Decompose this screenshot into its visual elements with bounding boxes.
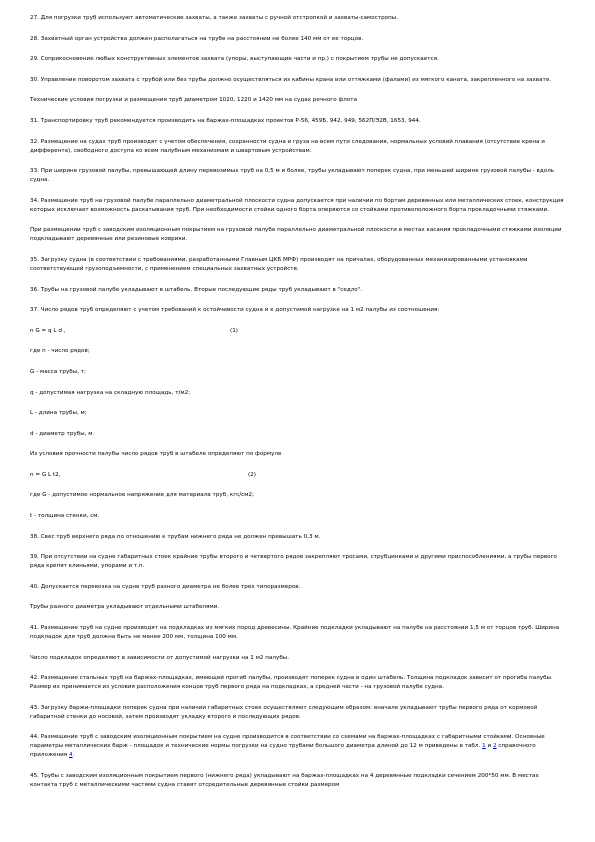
paragraph-34-note: При размещении труб с заводским изоляционным покрытием на грузовой палубе параллельно диаметральной плоскости в местах касания прокладочными стяжками изоляции подкладывают деревянные или резиновые коврики.: [30, 227, 562, 243]
formula-2-intro: Из условия прочности палубы число рядов труб в штабеле определяют по формуле: [30, 451, 282, 458]
definition-n: где n - число рядов;: [30, 348, 90, 355]
table-1-link[interactable]: 1: [482, 743, 486, 750]
paragraph-34: 34. Размещение труб на грузовой палубе параллельно диаметральной плоскости судна допускается при наличии по бортам деревянных или металлических стоек, конструкция которых исключает возможность раскатывания труб. При необходимости стойки одного борта оперяются со стойками противоположного борта прокладочными стяжками.: [30, 197, 564, 213]
paragraph-36: 36. Трубы на грузовой палубе укладывают в штабель. Вторые последующие ряды труб укладывают в "седло".: [30, 286, 363, 293]
paragraph-29: 29. Соприкосновение любых конструктивных элементов захвата (упоры, выступающие части и пр.) с покрытием трубы не допускается.: [30, 56, 439, 63]
paragraph-27: 27. Для погрузки труб используют автоматические захваты, а также захваты с ручной отстропкой и захваты-самостропы.: [30, 15, 399, 21]
paragraph-44-text: 44. Размещение труб с заводским изоляционным покрытием на судне производится в соответствии со схемами на баржах-площадках с габаритными стойками. Основные параметры металлических барж - площадок и технические нормы погрузки на судно трубами большого диаметра длиной до 12 м приведены в табл. 1 и 2 справочного приложения 4.: [30, 734, 545, 759]
paragraph-43: 43. Загрузку баржи-площадки поперек судна при наличии габаритных стоек осуществляют следующим образом: вначале укладывают трубы первого ряда от кормовой габаритной стенки до носовой, затем производят укладку второго и последующих рядов.: [30, 704, 538, 720]
paragraph-35: 35. Загрузку судна (в соответствии с требованиями, разработанными Главным ЦКБ МРФ) производят на причалах, оборудованных механизированными установками соответствующей грузоподъемности, с применением специальных захватных устройств.: [30, 256, 528, 272]
paragraph-33: 33. При ширине грузовой палубы, превышающей длину перевозимых труб на 0,5 м и более, трубы укладывают поперек судна, при меньшей ширине грузовой палубы - вдоль судна.: [30, 168, 555, 184]
paragraph-30: 30. Управление поворотом захвата с трубой или без трубы должно осуществляться из кабины крана или оттяжками (фалами) из мягкого каната, закрепленного на захвате.: [30, 76, 552, 83]
definition-q: q - допустимая нагрузка на складную площадь, т/м2;: [30, 389, 191, 396]
paragraph-40: 40. Допускается перевозка на судне труб разного диаметра не более трех типоразмеров.: [30, 583, 301, 590]
paragraph-45: 45. Трубы с заводским изоляционным покрытием первого (нижнего ряда) укладывают на баржах-площадках на 4 деревянные подкладки сечением 200*50 мм. В местах контакта труб с металлическими частями судна ставят отсредительные деревянные стойки размером: [30, 773, 539, 788]
formula-2: [30, 471, 565, 480]
paragraph-31: 31. Транспортировку труб рекомендуется производить на баржах-площадках проектов Р-56, 459Б, 942, 949, 562П/Э2В, 1653, 944.: [30, 117, 421, 124]
paragraph-40-note: Трубы разного диаметра укладывают отдельными штабелями.: [30, 604, 220, 611]
paragraph-44: [30, 733, 565, 760]
paragraph-37: 37. Число рядов труб определяют с учетом требований к остойчивости судна и к допустимой нагрузке на 1 м2 палубы из соотношения:: [30, 307, 440, 314]
paragraph-28: 28. Захватный орган устройства должен располагаться на трубе на расстоянии не более 140 мм от ее торцов.: [30, 35, 364, 42]
paragraph-39: 39. При отсутствии на судне габаритных стоек крайние трубы второго и четвертого рядов закрепляют тросами, струбцинками и другими приспособлениями, а трубы первого ряда крепят клиньями, упорами и т.п.: [30, 554, 557, 570]
formula-1: [30, 327, 565, 336]
definition-thickness: t - толщина стенки, см.: [30, 513, 100, 520]
paragraph-41: 41. Размещение труб на судне производят на подкладках из мягких пород древесины. Крайние подкладки укладывают на палубе на расстоянии 1,5 м от торцов труб. Ширина подкладок для труб должна быть не менее 200 мм, толщина 100 мм.: [30, 625, 560, 641]
paragraph-32: 32. Размещение на судах труб производят с учетом обеспечения, сохранности судна и груза на всем пути следования, нормальных условий плавания (отсутствие крена и дифферента), свободного доступа ко всем палубным механизмам и швартовым устройствам.: [30, 138, 545, 154]
definition-stress: где G - допустимое нормальное напряжение для материала труб, кгс/см2;: [30, 492, 254, 499]
formula-1-number: (1): [230, 327, 238, 334]
formula-2-expression: n = G L t2,: [30, 471, 61, 478]
formula-2-number: (2): [248, 471, 256, 478]
paragraph-41-note: Число подкладок определяют в зависимости от допустимой нагрузки на 1 м2 палубы.: [30, 654, 290, 661]
paragraph-42: 42. Размещение стальных труб на баржах-площадках, имеющей прогиб палубы, производят поперек судна в один штабель. Толщина подкладок зависит от прогиба палубы. Размер их принимается из условия расположения концов труб первого ряда на подкладках, а средней части - на грузовой палубе судна.: [30, 675, 553, 691]
formula-1-expression: n G = q L d ,: [30, 327, 66, 334]
definition-g: G - масса трубы, т;: [30, 368, 86, 375]
definition-l: L - длина трубы, м;: [30, 410, 87, 417]
appendix-4-link[interactable]: 4: [68, 752, 73, 759]
table-2-link[interactable]: 2: [492, 743, 497, 750]
definition-d: d - диаметр трубы, м.: [30, 430, 95, 437]
paragraph-38: 38. Свес труб верхнего ряда по отношению к трубам нижнего ряда не должен превышать 0,3 м.: [30, 533, 321, 540]
section-heading: Технические условия погрузки и размещения труб диаметром 1020, 1220 и 1420 мм на судах речного флота: [30, 97, 358, 104]
